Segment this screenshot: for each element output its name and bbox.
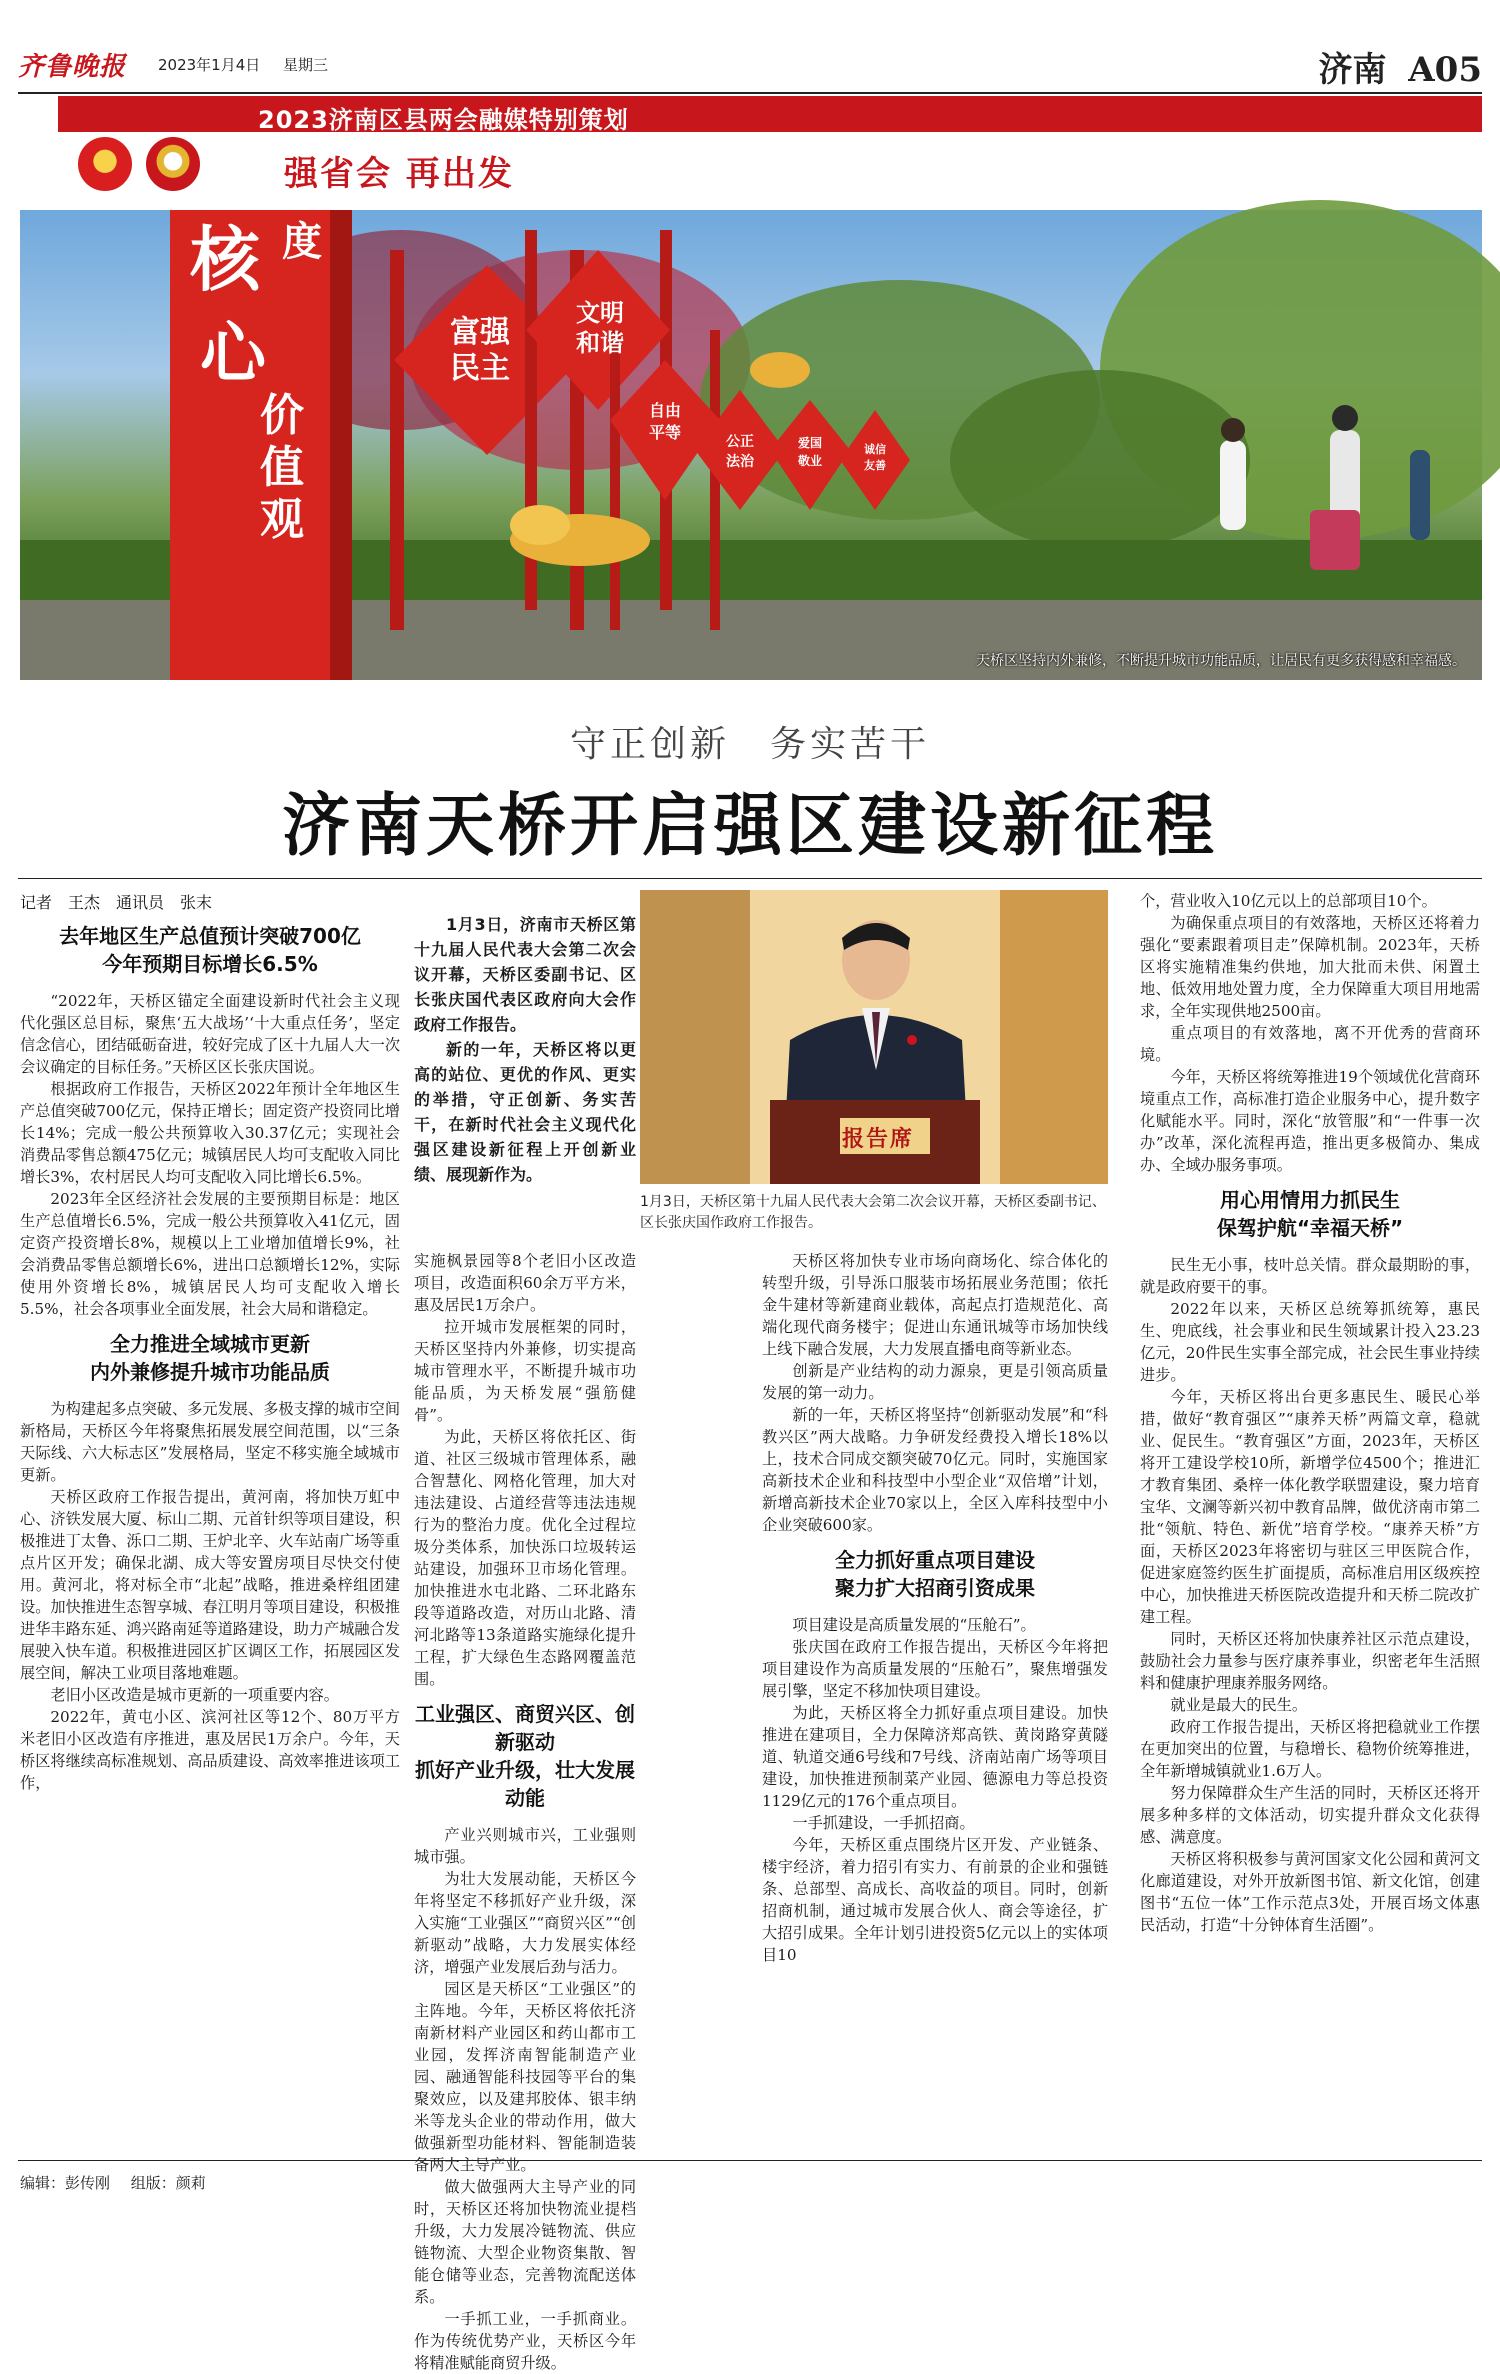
paragraph: 根据政府工作报告，天桥区2022年预计全年地区生产总值突破700亿元，保持正增长；固定资产投资同比增长14%；完成一般公共预算收入30.37亿元；实现社会消费品零售总额475亿元；城镇居民人均可支配收入同比增长3%，农村居民人均可支配收入同比增长6.5%。 <box>20 1080 400 1186</box>
hero-photo <box>20 210 1482 680</box>
subheading-line: 全力抓好重点项目建设 <box>835 1548 1035 1572</box>
podium-label: 报告席 <box>842 1127 915 1152</box>
paragraph: 今年，天桥区将统筹推进19个领域优化营商环境重点工作，高标准打造企业服务中心，提升数字化赋能水平。同时，深化“放管服”和“一件事一次办”改革，深化流程再造，推出更多极简办、集成办、全域办服务事项。 <box>1140 1068 1480 1174</box>
national-emblem-icon <box>78 137 132 191</box>
paragraph: 实施枫景园等8个老旧小区改造项目，改造面积60余万平方米，惠及居民1万余户。 <box>414 1252 636 1314</box>
paragraph: 拉开城市发展框架的同时，天桥区坚持内外兼修，切实提高城市管理水平，不断提升城市功能品质，为天桥发展“强筋健骨”。 <box>414 1318 636 1424</box>
campaign-slogan: 强省会 再出发 <box>284 154 514 194</box>
paragraph: 天桥区将加快专业市场向商场化、综合体化的转型升级，引导泺口服装市场拓展业务范围；依托金牛建材等新建商业载体，高起点打造规范化、高端化现代商务楼宇；促进山东通讯城等市场加快线上线下融合发展，大力发展直播电商等新业态。 <box>762 1252 1108 1358</box>
speaker-photo-caption: 1月3日，天桥区第十九届人民代表大会第二次会议开幕，天桥区委副书记、区长张庆国作政府工作报告。 <box>640 1194 1106 1231</box>
page-identifier <box>1308 42 1482 91</box>
subheading <box>762 1546 1108 1602</box>
paragraph: 为此，天桥区将全力抓好重点项目建设。加快推进在建项目，全力保障济郑高铁、黄岗路穿黄隧道、轨道交通6号线和7号线、济南站南广场等项目建设，加快推进预制菜产业园、德源电力等总投资1129亿元的176个重点项目。 <box>762 1704 1108 1810</box>
paragraph: 2023年全区经济社会发展的主要预期目标是：地区生产总值增长6.5%，完成一般公共预算收入41亿元，固定资产投资增长8%，规模以上工业增加值增长9%，社会消费品零售总额增长6%，进出口总额增长12%，实际使用外资增长8%，城镇居民人均可支配收入增长5.5%，社会各项事业全面发展，社会大局和谐稳定。 <box>20 1190 400 1318</box>
paragraph: 创新是产业结构的动力源泉，更是引领高质量发展的第一动力。 <box>762 1362 1108 1402</box>
paragraph: 新的一年，天桥区将坚持“创新驱动发展”和“科教兴区”两大战略。力争研发经费投入增长18%以上，技术合同成交额突破70亿元。同时，实施国家高新技术企业和科技型中小型企业“双倍增”计划，新增高新技术企业70家以上，全区入库科技型中小企业突破600家。 <box>762 1406 1108 1534</box>
paragraph: 园区是天桥区“工业强区”的主阵地。今年，天桥区将依托济南新材料产业园区和药山都市工业园，发挥济南智能制造产业园、融通智能科技园等平台的集聚效应，以及建邦胶体、银丰纳米等龙头企业的带动作用，做大做强新型功能材料、智能制造装备两大主导产业。 <box>414 1980 636 2174</box>
speaker-photo <box>640 890 1108 1184</box>
paragraph: 天桥区政府工作报告提出，黄河南，将加快万虹中心、济铁发展大厦、标山二期、元首针织等项目建设，积极推进丁太鲁、泺口二期、王炉北辛、火车站南广场等重点片区开发；确保北湖、成大等安置房项目尽快交付使用。黄河北，将对标全市“北起”战略，推进桑梓组团建设。加快推进生态智享城、春江明月等项目建设，积极推进华丰路东延、鸿兴路南延等道路建设，助力产城融合发展驶入快车道。积极推进园区扩区调区工作，拓展园区发展空间，解决工业项目落地难题。 <box>20 1488 400 1682</box>
issue-weekday: 星期三 <box>283 56 329 74</box>
sign-char: 价 <box>260 390 304 441</box>
article-lead <box>414 912 636 1187</box>
sign-text: 文明 <box>576 299 624 327</box>
sign-gongzheng-fazhi <box>720 432 760 472</box>
masthead <box>18 40 1482 96</box>
subheading-line: 内外兼修提升城市功能品质 <box>90 1360 330 1384</box>
paragraph: 重点项目的有效落地，离不开优秀的营商环境。 <box>1140 1024 1480 1064</box>
paragraph: 为确保重点项目的有效落地，天桥区还将着力强化“要素跟着项目走”保障机制。2023年，天桥区将实施精准集约供地，加大批而未供、闲置土地、低效用地处置力度，全力保障重大项目用地需求，全年实现供地2500亩。 <box>1140 914 1480 1020</box>
sign-text: 和谐 <box>576 329 624 357</box>
paragraph: 做大做强两大主导产业的同时，天桥区还将加快物流业提档升级，大力发展冷链物流、供应链物流、大型企业物资集散、智能仓储等业态，完善物流配送体系。 <box>414 2178 636 2306</box>
headline-kicker: 守正创新 务实苦干 <box>569 724 930 765</box>
subheading <box>1140 1186 1480 1242</box>
lead-paragraph: 新的一年，天桥区将以更高的站位、更优的作风、更实的举措，守正创新、务实苦干，在新时代社会主义现代化强区建设新征程上开创新业绩、展现新作为。 <box>414 1040 636 1184</box>
paragraph: 一手抓建设，一手抓招商。 <box>792 1814 975 1832</box>
sign-char: 度 <box>282 218 322 265</box>
paragraph: 项目建设是高质量发展的“压舱石”。 <box>792 1616 1036 1634</box>
paragraph: 为壮大发展动能，天桥区今年将坚定不移抓好产业升级，深入实施“工业强区”“商贸兴区”“创新驱动”战略，大力发展实体经济，增强产业发展后劲与活力。 <box>414 1870 636 1976</box>
paragraph: 民生无小事，枝叶总关情。群众最期盼的事，就是政府要干的事。 <box>1140 1256 1480 1296</box>
sign-wenming-hexie <box>568 298 632 358</box>
sign-ziyou-pingdeng <box>645 400 685 444</box>
sign-text: 友善 <box>864 459 886 472</box>
sign-text: 敬业 <box>797 454 822 468</box>
paragraph: 今年，天桥区重点围绕片区开发、产业链条、楼宇经济，着力招引有实力、有前景的企业和强链条、总部型、高成长、高收益的项目。同时，创新招商机制，通过城市发展合伙人、商会等途径，扩大招引成果。全年计划引进投资5亿元以上的实体项目10 <box>762 1836 1108 1964</box>
cppcc-emblem-icon <box>146 137 200 191</box>
emblems <box>78 137 228 193</box>
subheading-line: 聚力扩大招商引资成果 <box>835 1576 1035 1600</box>
subheading <box>414 1700 636 1812</box>
footer-divider <box>18 2160 1482 2161</box>
paragraph: 同时，天桥区还将加快康养社区示范点建设，鼓励社会力量参与医疗康养事业，织密老年生活照料和健康护理康养服务网络。 <box>1140 1630 1480 1692</box>
hero-photo-caption: 天桥区坚持内外兼修，不断提升城市功能品质，让居民有更多获得感和幸福感。 <box>976 653 1466 669</box>
editor-credit: 编辑：彭传刚 <box>20 2174 111 2192</box>
article-column-4 <box>1140 890 1480 1936</box>
headline-divider <box>18 878 1482 879</box>
paragraph: 个，营业收入10亿元以上的总部项目10个。 <box>1140 892 1437 910</box>
subheading <box>20 1330 400 1386</box>
subheading-line: 保驾护航“幸福天桥” <box>1216 1216 1404 1240</box>
paragraph: 今年，天桥区将出台更多惠民生、暖民心举措，做好“教育强区”“康养天桥”两篇文章，稳就业、促民生。“教育强区”方面，2023年，天桥区将开工建设学校10所，新增学位4500个；推进汇才教育集团、桑梓一体化教学联盟建设，聚力培育宝华、文澜等新兴初中教育品牌，做优济南市第二批“领航、特色、新优”培育学校。“康养天桥”方面，天桥区2023年将密切与驻区三甲医院合作，促进家庭签约医生扩面提质，高标准启用区级疾控中心，加快推进天桥医院改造提升和天桥二院改扩建工程。 <box>1140 1388 1480 1626</box>
subheading-line: 全力推进全域城市更新 <box>110 1332 310 1356</box>
issue-date: 2023年1月4日 <box>158 56 261 74</box>
sign-char <box>260 390 320 546</box>
sign-text: 法治 <box>726 454 754 470</box>
paragraph: 为此，天桥区将依托区、街道、社区三级城市管理体系，融合智慧化、网格化管理，加大对违法建设、占道经营等违法违规行为的整治力度。优化全过程垃圾分类体系，加快泺口垃圾转运站建设，加强环卫市场化管理。加快推进水屯北路、二环北路东段等道路改造，对历山北路、清河北路等13条道路实施绿化提升工程，扩大绿色生态路网覆盖范围。 <box>414 1428 636 1688</box>
paragraph: “2022年，天桥区锚定全面建设新时代社会主义现代化强区总目标，聚焦‘五大战场’‘十大重点任务’，坚定信念信心，团结砥砺奋进，较好完成了区十九届人大一次会议确定的目标任务。”天桥区区长张庆国说。 <box>20 992 400 1076</box>
paragraph: 2022年以来，天桥区总统筹抓统筹，惠民生、兜底线，社会事业和民生领域累计投入23.23亿元，20件民生实事全部完成，社会民生事业持续进步。 <box>1140 1300 1480 1384</box>
special-report-title: 2023济南区县两会融媒特别策划 <box>258 106 629 134</box>
article-column-1 <box>20 912 400 1794</box>
lead-paragraph: 1月3日，济南市天桥区第十九届人民代表大会第二次会议开幕，天桥区委副书记、区长张庆国代表区政府向大会作政府工作报告。 <box>414 915 636 1034</box>
sign-fuqiang-minzhu <box>440 315 520 387</box>
paragraph: 产业兴则城市兴，工业强则城市强。 <box>414 1826 636 1866</box>
newspaper-name: 齐鲁晚报 <box>18 52 127 82</box>
article-column-2 <box>414 1250 636 2374</box>
sign-char: 值 <box>260 442 304 493</box>
article-column-3 <box>762 1250 1108 1966</box>
masthead-divider <box>18 92 1482 94</box>
sign-text: 爱国 <box>797 436 822 450</box>
paragraph: 为构建起多点突破、多元发展、多极支撑的城市空间新格局，天桥区今年将聚焦拓展发展空间范围，以“三条天际线、六大标志区”发展格局，坚定不移实施全域城市更新。 <box>20 1400 400 1484</box>
subheading-line: 今年预期目标增长6.5% <box>102 952 318 976</box>
paragraph: 努力保障群众生产生活的同时，天桥区还将开展多种多样的文体活动，切实提升群众文化获得感、满意度。 <box>1140 1784 1480 1846</box>
sign-char: 观 <box>260 494 304 545</box>
paragraph: 天桥区将积极参与黄河国家文化公园和黄河文化廊道建设，对外开放新图书馆、新文化馆，创建图书“五位一体”工作示范点3处，开展百场文体惠民活动，打造“十分钟体育生活圈”。 <box>1140 1850 1480 1934</box>
main-headline: 济南天桥开启强区建设新征程 <box>281 786 1218 866</box>
sign-text: 诚信 <box>864 443 886 456</box>
sign-text: 民主 <box>450 351 510 386</box>
date-line <box>158 54 346 75</box>
sign-char: 心 <box>200 314 266 392</box>
subheading-line: 抓好产业升级，壮大发展动能 <box>415 1758 635 1810</box>
subheading-line: 工业强区、商贸兴区、创新驱动 <box>415 1702 635 1754</box>
sign-char: 核 <box>190 218 260 301</box>
page-number: A05 <box>1408 50 1482 90</box>
paragraph: 政府工作报告提出，天桥区将把稳就业工作摆在更加突出的位置，与稳增长、稳物价统筹推进，全年新增城镇就业1.6万人。 <box>1140 1718 1480 1780</box>
layout-credit: 组版：颜莉 <box>130 2174 206 2192</box>
paragraph: 2022年，黄屯小区、滨河社区等12个、80万平方米老旧小区改造有序推进，惠及居民1万余户。今年，天桥区将继续高标准规划、高品质建设、高效率推进该项工作， <box>20 1708 400 1792</box>
page-footer <box>20 2172 222 2193</box>
subheading <box>20 922 400 978</box>
special-report-banner <box>58 96 1482 132</box>
sign-text: 富强 <box>450 315 510 350</box>
byline: 记者 王杰 通讯员 张末 <box>20 893 213 912</box>
subheading-line: 用心用情用力抓民生 <box>1220 1188 1400 1212</box>
paragraph: 就业是最大的民生。 <box>1170 1696 1308 1714</box>
section-name: 济南 <box>1318 50 1387 90</box>
paragraph: 老旧小区改造是城市更新的一项重要内容。 <box>50 1686 339 1704</box>
paragraph: 一手抓工业，一手抓商业。作为传统优势产业，天桥区今年将精准赋能商贸升级。 <box>414 2310 636 2372</box>
paragraph: 张庆国在政府工作报告提出，天桥区今年将把项目建设作为高质量发展的“压舱石”，聚焦增强发展引擎，坚定不移加快项目建设。 <box>762 1638 1108 1700</box>
sign-text: 自由 <box>648 401 681 420</box>
sign-chengxin-youshan <box>858 442 892 474</box>
sign-text: 平等 <box>648 423 681 442</box>
subheading-line: 去年地区生产总值预计突破700亿 <box>59 924 361 948</box>
sign-aiguo-jingye <box>792 434 828 470</box>
sign-text: 公正 <box>726 434 754 450</box>
